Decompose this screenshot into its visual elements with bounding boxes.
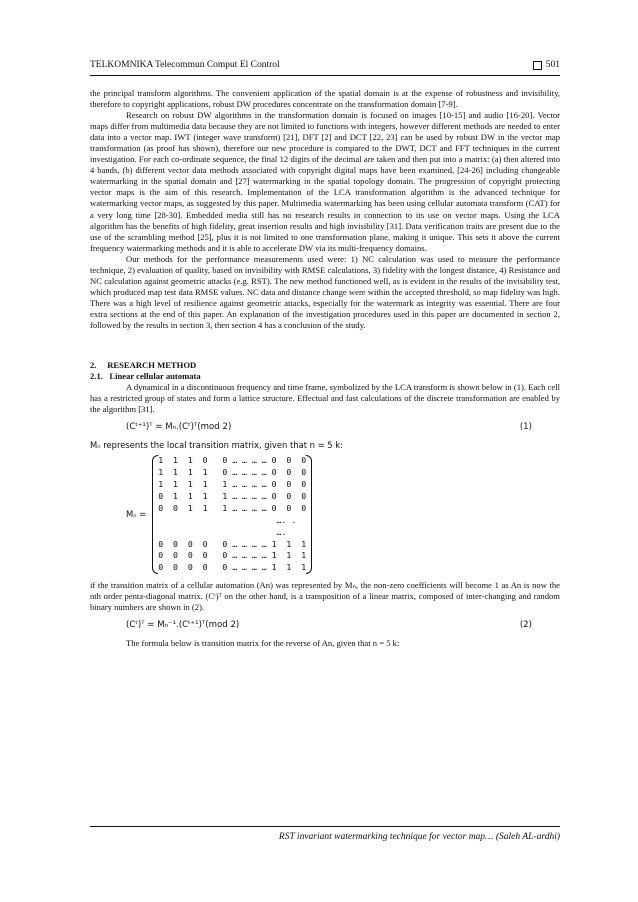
equation-1 <box>90 422 560 433</box>
equation-2-expression: (Cᵗ)ᵀ = Mₙ⁻¹.(Cᵗ⁺¹)ᵀ(mod 2) <box>126 620 240 631</box>
paragraph-2: Research on robust DW algorithms in the transformation domain is focused on images [10-15] and audio [16-20]. Vector maps differ from multimedia data because they are not limited to functions with integers, however different methods are needed to enter data into a vector map. IWT (integer wave transform) [21], DFT [2] and DCT [22, 23] can be used by robust DW in the vector map transformation (as proof has shown), therefore our new procedure is compared to the DWT, DCT and FFT techniques in the current investigation. For each co-ordinate sequence, the final 12 digits of the decimal are taken and then put into a matrix: (a) then altered into 4 bands, (b) different vector data methods associated with copyright digital maps have been examined, [24-26] including changeable watermarking in the spatial domain and [27] watermarking in the spatial topology domain. The progression of copyright protecting vector maps is the aim of this research. Implementation of the LCA transformation algorithm is the advanced technique for watermarking vector maps, as suggested by this paper. Multimedia watermarking has been using cellular automata transform (CAT) for a very long time [28-30]. Embedded media still has no research results in connection to its use on vector maps. Using the LCA algorithm has the benefits of high fidelity, great insertion results and high invisibility [31]. Data verification traits are present due to the use of the scrambling method [25], plus it is not limited to one transformation plane, making it unique. This sets it above the current frequency watermarking methods and it is able to accelerate DW via its multi-frequency domains. <box>90 110 560 253</box>
matrix-row: 0 1 1 1 1 … … … … 0 0 0 <box>158 491 307 502</box>
subsection-heading: 2.1. Linear cellular automata <box>90 371 201 382</box>
matrix-label: Mₙ = <box>126 509 147 520</box>
matrix-description: Mₙ represents the local transition matrix, given that n = 5 k: <box>90 440 343 451</box>
matrix-row: 0 0 0 0 0 … … … … 1 1 1 <box>158 538 307 549</box>
matrix-row: …. <box>158 526 287 537</box>
equation-2-number: (2) <box>519 620 532 631</box>
equation-1-expression: (Cᵗ⁺¹)ᵀ = Mₙ.(Cᵗ)ᵀ(mod 2) <box>126 422 232 433</box>
running-header <box>90 58 560 72</box>
section-heading: 2. RESEARCH METHOD <box>90 360 197 371</box>
header-rule <box>90 75 560 76</box>
transition-matrix <box>126 455 560 574</box>
matrix-row: 1 1 1 1 0 … … … … 0 0 0 <box>158 467 307 478</box>
page-number: 501 <box>545 60 560 70</box>
paragraph-3: Our methods for the performance measurements used were: 1) NC calculation was used to measure the performance technique, 2) evaluation of quality, based on invisibility with RMSE calculations, 3) fidelity with the longest distance, 4) Resistance and NC calculation against geometric attacks (e.g. RST). The new method functioned well, as is evident in the results of the invisibility test, which produced map test data RMSE values. NC data and distance change were within the accepted threshold, so map fidelity was high. There was a high level of resilience against geometric attacks, especially for the watermark as integrity was essential. There are four extra sections at the end of this paper. An explanation of the investigation procedures used in this paper are documented in section 2, followed by the results in section 3, then section 4 has a conclusion of the study. <box>90 253 560 330</box>
running-footer: RST invariant watermarking technique for vector map… (Saleh AL-ardhi) <box>278 832 560 842</box>
paragraph-5: if the transition matrix of a cellular automation (An) was represented by Mₙ, the non-zero coefficients will become 1 as An is now the nth order penta-diagonal matrix. (Cᵗ)ᵀ on the other hand, is a transposition of a linear matrix, composed of inter-changing and random binary numbers are shown in (2). <box>90 580 560 613</box>
matrix-row: 1 1 1 1 1 … … … … 0 0 0 <box>158 479 307 490</box>
paragraph-6: The formula below is transition matrix for the reverse of An, given that n = 5 k: <box>126 638 400 649</box>
paragraph-1: the principal transform algorithms. The convenient application of the spatial domain is at the expense of robustness and invisibility, therefore to copyright applications, robust DW procedures concentrate on the transformation domain [7-9]. <box>90 88 560 110</box>
equation-2 <box>90 620 560 631</box>
journal-name: TELKOMNIKA Telecommun Comput El Control <box>90 60 280 70</box>
page-number-group <box>533 60 560 70</box>
matrix-row: 0 0 0 0 0 … … … … 1 1 1 <box>158 562 307 573</box>
footer-rule <box>90 826 560 827</box>
page-body <box>90 88 560 650</box>
equation-1-number: (1) <box>519 422 532 433</box>
matrix-row: …. . <box>158 514 297 525</box>
square-icon <box>533 61 542 70</box>
matrix-row: 0 0 1 1 1 … … … … 0 0 0 <box>158 502 307 513</box>
matrix-row: 0 0 0 0 0 … … … … 1 1 1 <box>158 550 307 561</box>
matrix-row: 1 1 1 0 0 … … … … 0 0 0 <box>158 455 307 466</box>
matrix-body <box>152 455 312 574</box>
paragraph-4: A dynamical in a discontinuous frequency and time frame, symbolized by the LCA transform is shown below in (1). Each cell has a restricted group of states and form a lattice structure. Effectual and fast calculations of the discrete transformation are enabled by the algorithm [31]. <box>90 382 560 415</box>
